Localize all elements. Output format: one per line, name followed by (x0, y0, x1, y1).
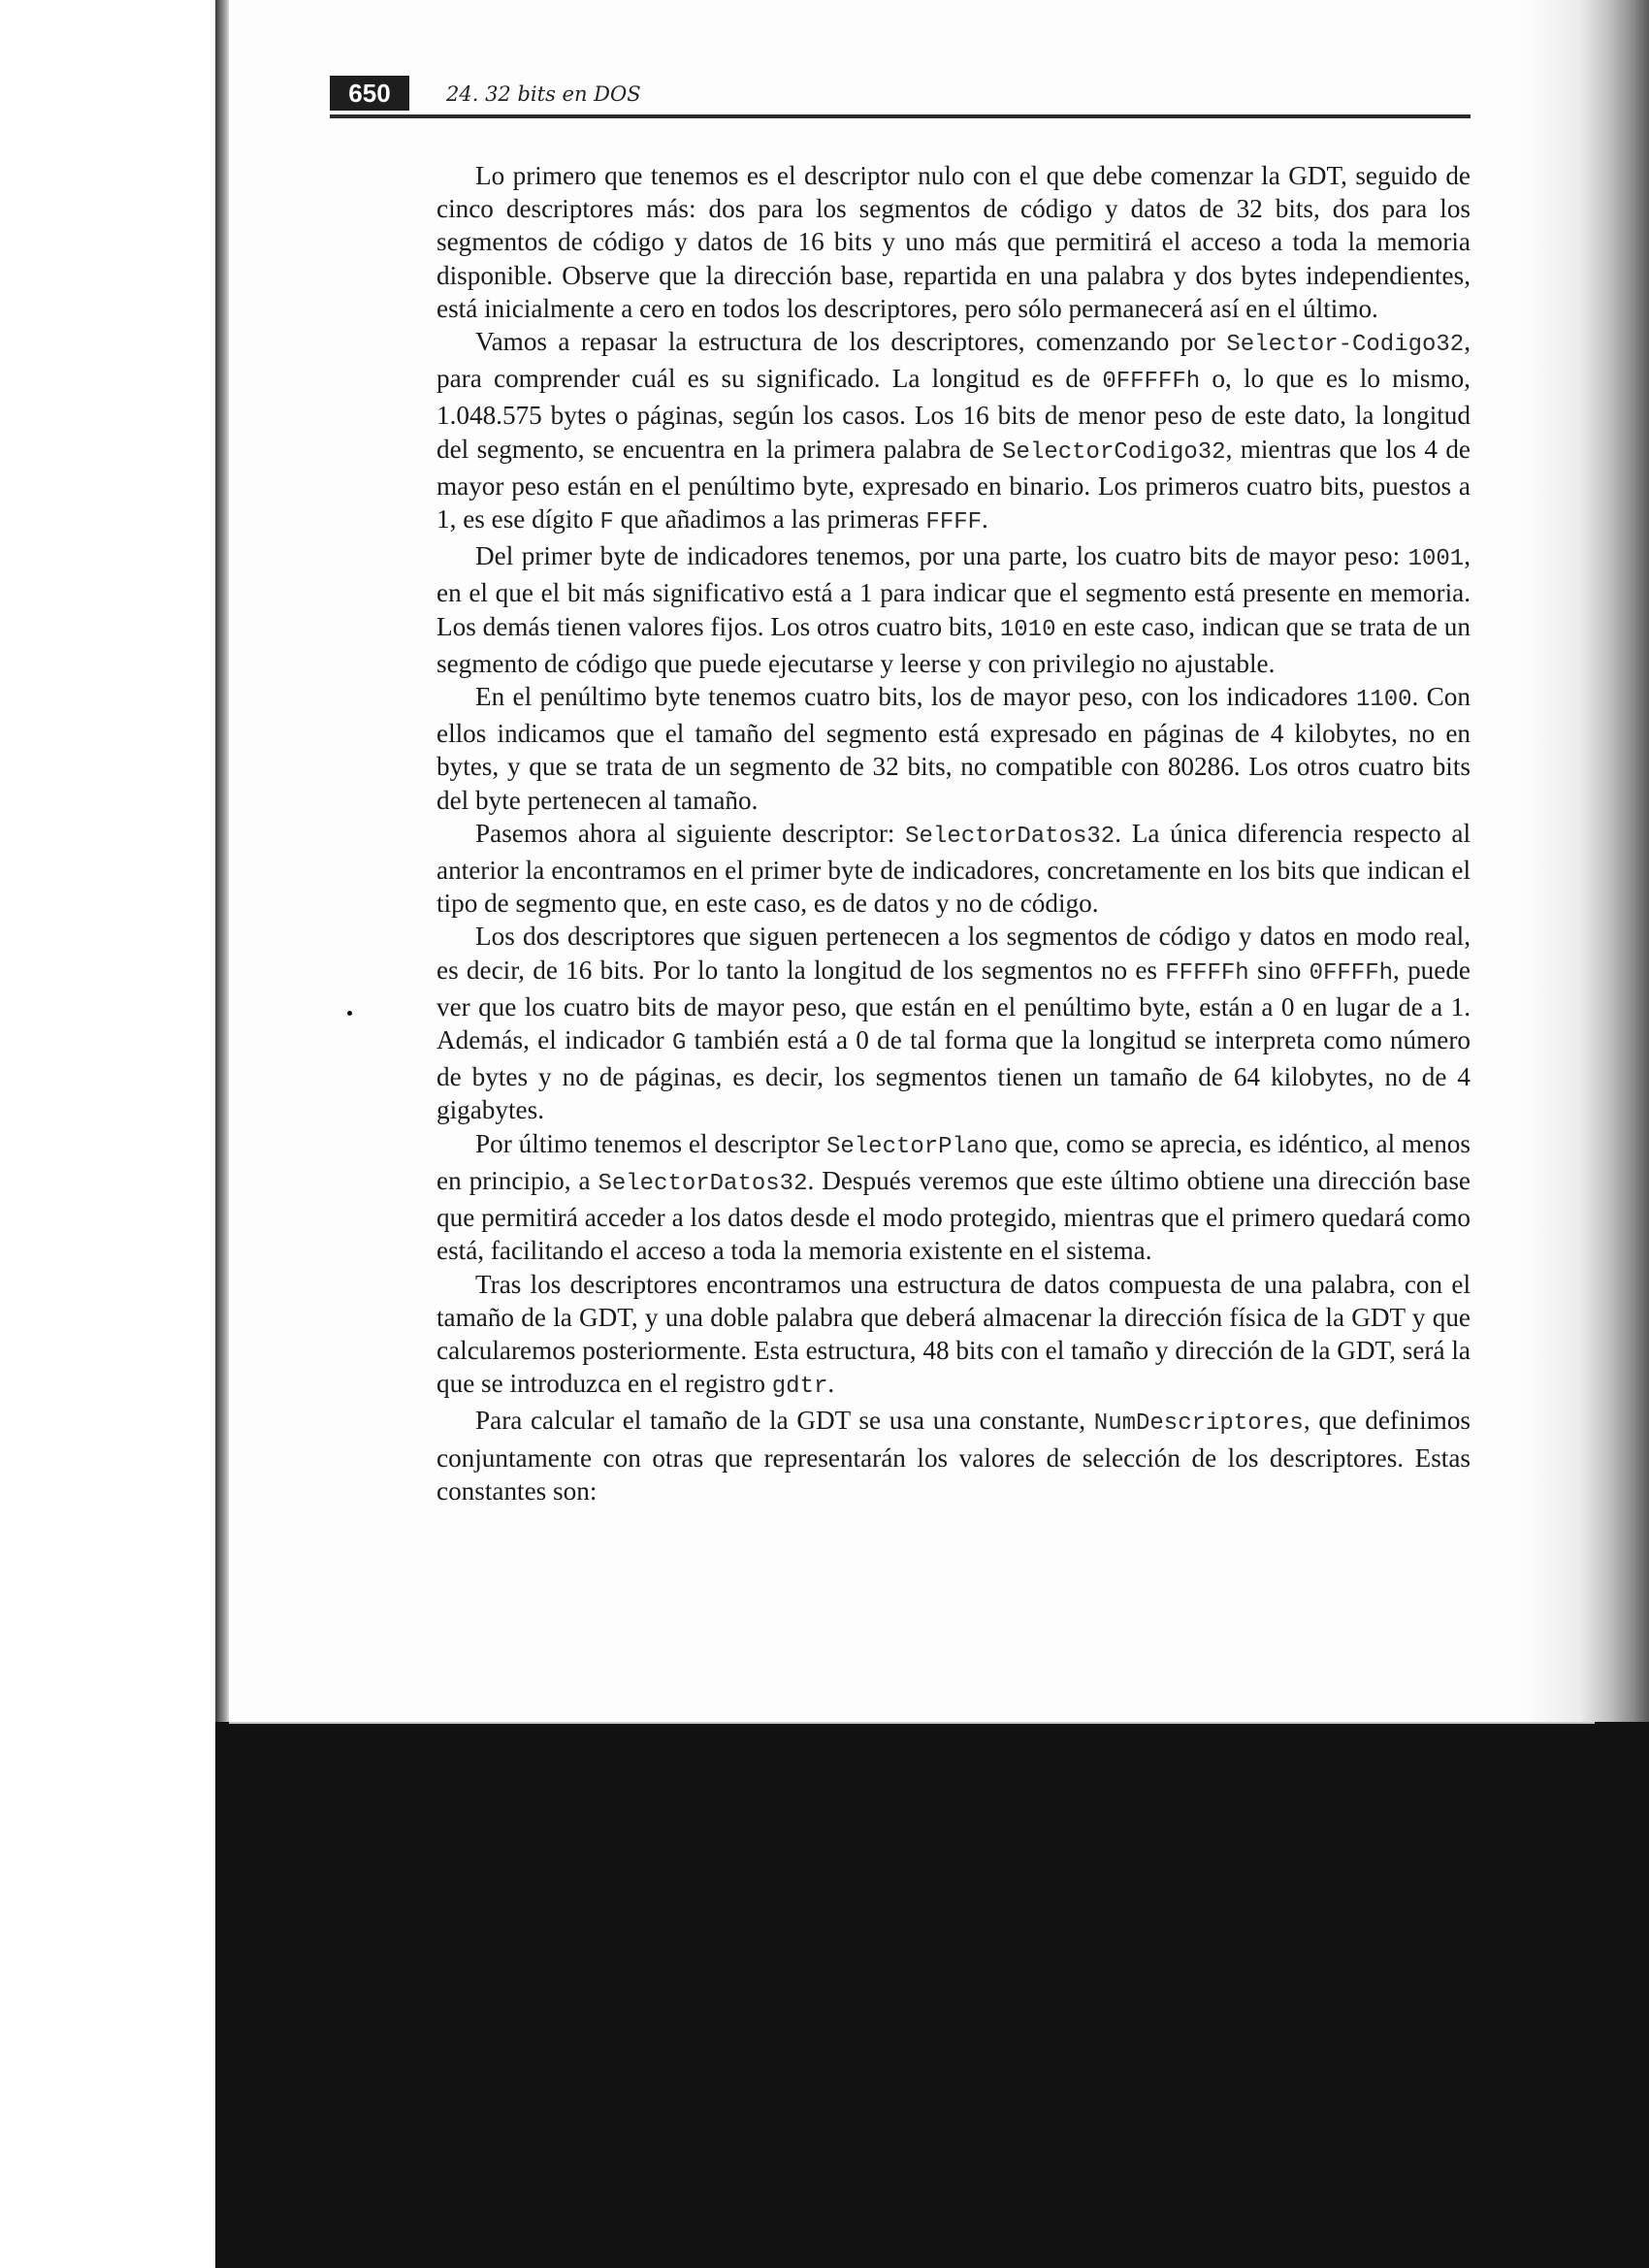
paragraph (436, 539, 1471, 680)
text-run: Tras los descriptores encontramos una estructura de datos compuesta de una palabra, con el tamaño de la GDT, y una doble palabra que deberá almacenar la dirección física de la GDT y que calcularemos posteriormente. Esta estructura, 48 bits con el tamaño y dirección de la GDT, será la que se introduzca en el registro (436, 1269, 1471, 1399)
text-run: En el penúltimo byte tenemos cuatro bits, los de mayor peso, con los indicadores (475, 682, 1356, 712)
inline-code: 0FFFFFh (1102, 369, 1201, 396)
text-run: Lo primero que tenemos es el descriptor nulo con el que debe comenzar la GDT, seguido de cinco descriptores más: dos para los segmentos de código y datos de 32 bits, dos para los segmentos de código y datos de 16 bits y uno más que permitirá el acceso a toda la memoria disponible. Observe que la dirección base, repartida en una palabra y dos bytes independientes, está inicialmente a cero en todos los descriptores, pero sólo permanecerá así en el último. (436, 161, 1471, 323)
text-run: Del primer byte de indicadores tenemos, por una parte, los cuatro bits de mayor peso: (475, 541, 1408, 571)
inline-code: SelectorDatos32 (905, 823, 1116, 850)
inline-code: 0FFFFh (1309, 959, 1393, 987)
text-run: Vamos a repasar la estructura de los descriptores, comenzando por (475, 327, 1227, 357)
text-run: Pasemos ahora al siguiente descriptor: (475, 818, 906, 848)
text-run: que, como se aprecia, es idéntico, al menos en principio, a (436, 1128, 1471, 1195)
text-run: también está a 0 de tal forma que la longitud se interpreta como número de bytes y no de páginas, es decir, los segmentos tienen un tamaño de 64 kilobytes, no de 4 gigabytes. (436, 1025, 1471, 1125)
paragraph (436, 680, 1471, 817)
text-run: que añadimos a las primeras (613, 504, 926, 535)
text-run: , que definimos conjuntamente con otras que representarán los valores de selección de los descriptores. Estas constantes son: (436, 1406, 1471, 1506)
text-run: . La única diferencia respecto al anterior la encontramos en el primer byte de indicadores, concretamente en los bits que indican el tipo de segmento que, en este caso, es de datos y no de código. (436, 818, 1471, 919)
inline-code: F (599, 509, 614, 536)
page-header (330, 76, 1471, 118)
paragraph (436, 1127, 1471, 1268)
page-gutter-shadow (1523, 0, 1649, 1722)
text-run: , mientras que los 4 de mayor peso están en el penúltimo byte, expresado en binario. Los primeros cuatro bits, puestos a 1, es ese dígito (436, 434, 1471, 535)
paragraph (436, 159, 1471, 325)
inline-code: 1001 (1407, 546, 1465, 573)
text-run: , puede ver que los cuatro bits de mayor peso, que están en el penúltimo byte, están a 0 en lugar de a 1. Además, el indicador (436, 955, 1471, 1055)
margin-dot (347, 1011, 352, 1016)
inline-code: NumDescriptores (1093, 1410, 1304, 1438)
text-run: . (827, 1369, 835, 1399)
text-run: . Después veremos que este último obtiene una dirección base que permitirá acceder a los datos desde el modo protegido, mientras que el primero quedará como está, facilitando el acceso a toda la memoria existente en el sistema. (436, 1165, 1471, 1266)
paragraph (436, 1268, 1471, 1405)
text-run: sino (1248, 955, 1310, 985)
inline-code: Selector-Codigo32 (1226, 332, 1465, 359)
text-run: . Con ellos indicamos que el tamaño del segmento está expresado en páginas de 4 kilobytes, no en bytes, y que se trata de un segmento de 32 bits, no compatible con 80286. Los otros cuatro bits del byte pertenecen al tamaño. (436, 682, 1471, 815)
text-run: . (982, 504, 988, 535)
paragraph (436, 1404, 1471, 1507)
body-text (436, 159, 1471, 1507)
text-run: en este caso, indican que se trata de un segmento de código que puede ejecutarse y leerse y con privilegio no ajustable. (436, 611, 1471, 678)
text-run: , en el que el bit más significativo está a 1 para indicar que el segmento está presente en memoria. Los demás tienen valores fijos. Los otros cuatro bits, (436, 541, 1471, 641)
inline-code: 1010 (999, 616, 1056, 643)
inline-code: FFFF (925, 509, 983, 536)
inline-code: SelectorDatos32 (598, 1170, 808, 1197)
paragraph (436, 817, 1471, 921)
text-run: , para comprender cuál es su significado. La longitud es de (436, 327, 1471, 394)
inline-code: 1100 (1355, 687, 1412, 714)
scanner-background (215, 1717, 1649, 2268)
text-run: Para calcular el tamaño de la GDT se usa una constante, (475, 1406, 1094, 1436)
page-number: 650 (330, 76, 409, 111)
inline-code: SelectorCodigo32 (1002, 438, 1226, 466)
inline-code: SelectorPlano (825, 1133, 1009, 1160)
inline-code: gdtr (771, 1374, 828, 1401)
text-run: o, lo que es lo mismo, 1.048.575 bytes o páginas, según los casos. Los 16 bits de menor peso de este dato, la longitud del segmento, se encuentra en la primera palabra de (436, 364, 1471, 464)
paragraph (436, 325, 1471, 539)
text-run: Por último tenemos el descriptor (475, 1128, 826, 1158)
running-title: 24. 32 bits en DOS (446, 82, 641, 106)
header-rule (330, 114, 1471, 118)
inline-code: G (671, 1030, 687, 1057)
text-run: Los dos descriptores que siguen pertenecen a los segmentos de código y datos en modo real, es decir, de 16 bits. Por lo tanto la longitud de los segmentos no es (436, 922, 1471, 985)
inline-code: FFFFFh (1165, 959, 1249, 987)
paragraph (436, 920, 1471, 1126)
